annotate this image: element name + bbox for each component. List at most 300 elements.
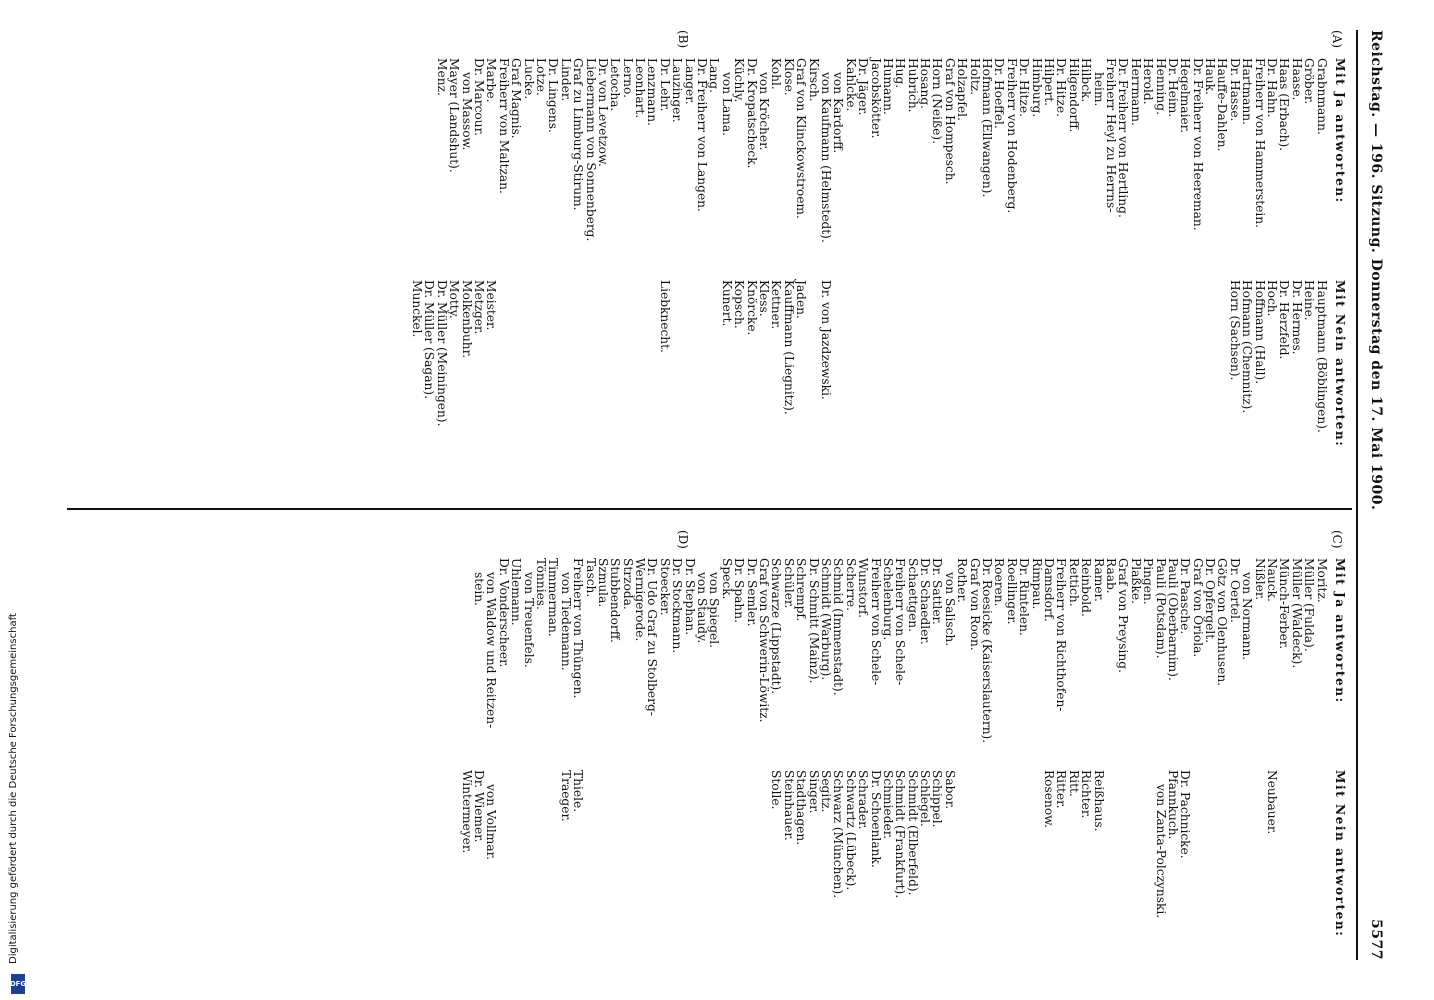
member-name: Kohl. (769, 58, 784, 90)
member-name: Meister. (484, 280, 499, 331)
member-name: Pauli (Potsdam). (1153, 558, 1168, 659)
member-name: Stadthagen. (794, 770, 809, 846)
member-name: von Massow. (459, 72, 474, 151)
member-name: heim. (1091, 72, 1106, 107)
member-name: Götz von Olenhusen. (1215, 558, 1230, 687)
member-name (535, 770, 547, 955)
member-name (1129, 770, 1141, 955)
member-name: Dr. Udo Graf zu Stolberg- (645, 558, 660, 716)
member-name: Liebermann von Sonnenberg. (583, 58, 598, 242)
member-name (1080, 280, 1092, 505)
member-name (919, 280, 931, 505)
member-name: Thiele. (571, 770, 586, 813)
member-name (1030, 280, 1042, 505)
member-name: Strzoda. (620, 558, 635, 610)
member-name: Schwartz (Lübeck). (843, 770, 858, 891)
member-name (1253, 770, 1265, 955)
margin-marker-a: (A) (1330, 30, 1344, 49)
member-name: Schrader. (856, 770, 871, 830)
member-name (621, 280, 633, 505)
member-name: Steinhauer. (781, 770, 796, 841)
member-name (1278, 770, 1290, 955)
page-number: 5577 (1368, 919, 1384, 960)
member-name: Holzapfel. (955, 58, 970, 121)
member-name: Schrempf. (794, 558, 809, 622)
member-name: Kunert. (719, 280, 734, 327)
member-name: Dr. Rintelen. (1017, 558, 1032, 636)
member-name: Holtz. (967, 58, 982, 96)
member-name: von Tiedemann. (558, 572, 573, 671)
member-name: Graf zu Limburg-Stirum. (571, 58, 586, 211)
member-name: Molkenbuhr. (459, 280, 474, 359)
member-name: Kettner. (769, 280, 784, 330)
dfg-logo-icon: DFG (11, 974, 25, 994)
member-name: Graf von Hompesch. (942, 58, 957, 185)
member-name (671, 770, 683, 955)
member-name: Rimpau. (1029, 558, 1044, 610)
member-name: Dr. Lehr. (657, 58, 672, 112)
member-name (906, 280, 918, 505)
member-name (968, 770, 980, 955)
member-name: Tasch. (583, 558, 598, 598)
digitization-credit (8, 604, 30, 994)
left-ja-heading: Mit Ja antworten: (1333, 58, 1347, 204)
page-header (1360, 30, 1390, 960)
member-name: Graf von Klinckowstroem. (794, 58, 809, 219)
member-name: Hauk. (1203, 58, 1218, 96)
member-name (634, 770, 646, 955)
member-name: Dr. Opfergelt. (1203, 558, 1218, 644)
member-name: Dr. Stockmann. (670, 558, 685, 654)
member-name: Haas (Erbach). (1277, 58, 1292, 152)
member-name (708, 770, 720, 955)
margin-marker-c: (C) (1330, 530, 1344, 549)
member-name (547, 280, 559, 505)
member-name (696, 280, 708, 505)
member-name (981, 280, 993, 505)
member-name: Hilpert. (1042, 58, 1056, 107)
member-name (1005, 770, 1017, 955)
member-name: Freiherr von Thüngen. (571, 558, 586, 699)
member-name: Dr. Schmitt (Mainz). (806, 558, 821, 684)
member-name (522, 770, 534, 955)
member-name: stein. (472, 572, 487, 606)
member-name: Horn (Sachsen). (1227, 280, 1242, 381)
member-name: Dr. Müller (Meiningen). (434, 280, 449, 427)
right-ja-column (473, 558, 1346, 758)
right-nein-list (460, 770, 1327, 955)
member-name: Jaden. (794, 280, 809, 319)
member-name: Schelenburg. (880, 558, 895, 641)
member-name (832, 280, 844, 505)
header-title: Reichstag. — 196. Sitzung. Donnerstag den 17. Mai 1900. (1368, 30, 1384, 511)
member-name: Dr. Hoeffel. (992, 58, 1007, 129)
member-name: Rettich. (1066, 558, 1081, 607)
member-name: Dr. Hasse. (1227, 58, 1242, 122)
member-name (981, 770, 993, 955)
member-name: Nißler. (1252, 558, 1267, 601)
member-name: von Zanta-Polczynski. (1153, 784, 1168, 919)
member-name (857, 280, 869, 505)
member-name (1228, 770, 1240, 955)
right-nein-column (460, 770, 1346, 955)
member-name: Hofmann (Ellwangen). (980, 58, 995, 198)
member-name (1154, 280, 1166, 505)
member-name: von Vollmar. (484, 784, 499, 860)
member-name (646, 770, 658, 955)
member-name: Kless. (757, 280, 772, 317)
member-name (1055, 280, 1067, 505)
member-name: Henning. (1153, 58, 1168, 115)
member-name: Stoecker. (657, 558, 672, 616)
member-name: Schmieder. (880, 770, 895, 840)
member-name: Schaettgen. (905, 558, 920, 633)
member-name (535, 280, 547, 505)
member-name: Schwarze (Lippstadt). (769, 558, 784, 695)
member-name: Neubauer. (1265, 770, 1280, 835)
member-name: von Salisch. (942, 572, 957, 647)
member-name: Letocha. (608, 58, 623, 112)
member-name: Grabnmann. (1314, 58, 1329, 135)
member-name: Schlegel. (918, 770, 933, 827)
member-name: Wernigerode. (633, 558, 648, 642)
member-name: Gröber. (1302, 58, 1317, 105)
member-name: Rother. (955, 558, 970, 603)
member-name: Dr. Herzfeld. (1277, 280, 1292, 360)
member-name: Schwarz (München). (831, 770, 846, 899)
member-name: Dr. Schaedler. (918, 558, 933, 645)
member-name (708, 280, 720, 505)
member-name: Dr. Hermes. (1289, 280, 1304, 355)
member-name (621, 770, 633, 955)
member-name: Himburg. (1029, 58, 1044, 118)
member-name (497, 280, 509, 505)
member-name: Schippel. (930, 770, 945, 828)
member-name: Hilbck. (1079, 58, 1094, 103)
member-name: Lerno. (620, 58, 635, 98)
member-name: Herrmann. (1128, 58, 1143, 126)
right-nein-heading: Mit Nein antworten: (1333, 770, 1347, 938)
member-name (646, 280, 658, 505)
member-name: Speck. (719, 558, 734, 600)
member-name: Dr. Schoenlank. (868, 770, 883, 868)
member-name: Stolle. (769, 770, 784, 810)
member-name (1290, 770, 1302, 955)
member-name: Ritt. (1066, 770, 1081, 797)
member-name: Singer. (806, 770, 821, 814)
left-nein-list (411, 280, 1328, 505)
member-name (733, 770, 745, 955)
member-name (956, 280, 968, 505)
member-name (572, 280, 584, 505)
member-name (1105, 770, 1117, 955)
member-name: Dr. Sattler. (930, 558, 945, 625)
member-name: Dr. Freiherr von Langen. (695, 58, 710, 212)
member-name: Segitz. (818, 770, 833, 813)
member-name: Graf von Schwerin-Löwitz. (757, 558, 772, 723)
member-name (559, 280, 571, 505)
member-name: Nauck. (1265, 558, 1280, 602)
member-name: Ritter. (1054, 770, 1069, 809)
member-name: Ramer. (1091, 558, 1106, 602)
member-name: von Normann. (1240, 572, 1255, 661)
member-name: Wintermeyer. (459, 770, 474, 854)
member-name (993, 280, 1005, 505)
member-name: Pingen. (1141, 558, 1156, 605)
member-name: Heine. (1302, 280, 1317, 321)
member-name (1129, 280, 1141, 505)
member-name: Hoffmann (Hall). (1252, 280, 1267, 385)
left-ja-column (435, 58, 1346, 273)
member-name: Roellinger. (1004, 558, 1019, 625)
member-name: Münch-Ferber. (1277, 558, 1292, 650)
left-nein-column (411, 280, 1346, 505)
member-name: Schmid (Immenstadt). (831, 558, 846, 696)
member-name: Hauffe-Dahlen. (1215, 58, 1230, 152)
member-name: Dr. Spahn. (732, 558, 747, 623)
member-name: Dr. Lingens. (546, 58, 561, 133)
member-name (1105, 280, 1117, 505)
member-name: Hosang. (918, 58, 933, 110)
right-ja-heading: Mit Ja antworten: (1333, 558, 1347, 704)
member-name: Dr. Oertel. (1227, 558, 1242, 623)
member-name (584, 280, 596, 505)
member-name (510, 770, 522, 955)
member-name: Szmula. (595, 558, 610, 608)
left-ja-list (435, 58, 1327, 273)
member-name (1043, 280, 1055, 505)
member-name: Kahlcke. (843, 58, 858, 112)
member-name (683, 280, 695, 505)
member-name: Dr. Hitze. (1017, 58, 1032, 117)
member-name (696, 770, 708, 955)
member-name: Kopsch. (732, 280, 747, 329)
member-name: Menz. (434, 58, 449, 96)
member-name: von Kröcher. (757, 72, 772, 151)
member-name (894, 280, 906, 505)
member-name: Graf von Roon. (967, 558, 982, 651)
rotated-page-content (80, 30, 1390, 960)
member-name: Freiherr von Schele- (868, 558, 883, 686)
member-name (683, 770, 695, 955)
right-ja-list (473, 558, 1328, 758)
member-name: Schüler. (781, 558, 796, 609)
member-name (1191, 770, 1203, 955)
member-name: Stubbendorff. (608, 558, 623, 643)
member-name: Müller (Fulda). (1302, 558, 1317, 652)
member-name (758, 770, 770, 955)
member-name: Metzger. (472, 280, 487, 335)
member-name (1117, 280, 1129, 505)
member-name: Müller (Waldeck). (1289, 558, 1304, 669)
member-name: Damsdorf. (1042, 558, 1056, 622)
member-name (597, 770, 609, 955)
member-name: Langer. (682, 58, 697, 105)
member-name (1030, 770, 1042, 955)
member-name: Hartmann. (1240, 58, 1255, 126)
member-name (671, 280, 683, 505)
member-name: Hoch. (1265, 280, 1280, 317)
member-name: Tönnies. (533, 558, 548, 610)
member-name (1216, 280, 1228, 505)
member-name: Graf von Preysing. (1116, 558, 1131, 673)
member-name: Dr. Hahn. (1265, 58, 1280, 118)
member-name: Knörcke. (744, 280, 759, 336)
member-name: Küchly. (732, 58, 747, 103)
member-name: Plaßke. (1128, 558, 1143, 604)
member-name (584, 770, 596, 955)
member-name (597, 280, 609, 505)
member-name: Dr. Kropatscheck. (744, 58, 759, 169)
member-name: Dr. Hitze. (1054, 58, 1069, 117)
member-name: Freiherr Heyl zu Herrns- (1103, 58, 1118, 213)
member-name (1179, 280, 1191, 505)
member-name (522, 280, 534, 505)
member-name (1005, 280, 1017, 505)
member-name (609, 770, 621, 955)
member-name (844, 280, 856, 505)
member-name: Dr. Freiherr von Hertling. (1116, 58, 1131, 218)
member-name (1018, 280, 1030, 505)
member-name: Lang. (707, 58, 722, 93)
member-name: Dr. Müller (Sagan). (422, 280, 437, 399)
member-name: Munckel. (410, 280, 425, 338)
member-name (1241, 770, 1253, 955)
member-name: Kirsch. (806, 58, 821, 102)
member-name: Freiherr von Hodenberg. (1004, 58, 1019, 214)
member-name: Marbe. (484, 58, 499, 103)
member-name (869, 280, 881, 505)
member-name: Dr. Roesicke (Kaiserslautern). (980, 558, 995, 744)
member-name: Freiherr von Maltzan. (496, 58, 511, 194)
member-name: Reinbold. (1079, 558, 1094, 617)
member-name: Moritz. (1314, 558, 1329, 603)
member-name: Richter. (1079, 770, 1094, 819)
member-name: Dr. Wiemer. (472, 770, 487, 843)
member-name (1117, 770, 1129, 955)
member-name: Hegelmaier. (1178, 58, 1193, 134)
member-name: Uhlemann. (509, 558, 524, 626)
member-name: Humann. (880, 58, 895, 115)
member-name: von Waldow und Reitzen- (484, 572, 499, 729)
member-name: Hauptmann (Böblingen). (1314, 280, 1329, 433)
header-rule (1356, 30, 1358, 960)
member-name (745, 770, 757, 955)
member-name: Timmerman. (546, 558, 561, 637)
member-name (1092, 280, 1104, 505)
margin-marker-b: (B) (676, 30, 690, 49)
member-name: Pauli (Oberbarnim). (1165, 558, 1180, 681)
member-name (807, 280, 819, 505)
member-name (497, 770, 509, 955)
member-name: Dr. Freiherr von Heereman. (1190, 58, 1205, 231)
member-name: von Lama. (719, 72, 734, 137)
member-name: Dr. Semler. (744, 558, 759, 627)
member-name: Liebknecht. (657, 280, 672, 353)
margin-marker-d: (D) (676, 530, 690, 549)
member-name: Freiherr von Richthofen- (1054, 558, 1069, 712)
member-name: Raab. (1103, 558, 1118, 594)
member-name: Dr. von Levetzow. (595, 58, 610, 167)
member-name (1204, 280, 1216, 505)
credit-text: Digitalisierung gefördert durch die Deutsche Forschungsgemeinschaft (8, 613, 19, 964)
member-name (547, 770, 559, 955)
member-name: Hug. (893, 58, 908, 89)
member-name: von Kaufmann (Helmstedt). (818, 72, 833, 243)
member-name: Leonhart. (633, 58, 648, 119)
member-name: Rosenow. (1042, 770, 1056, 829)
member-name (609, 280, 621, 505)
member-name: Roeren. (992, 558, 1007, 607)
member-name (1067, 280, 1079, 505)
member-name: Dr. Stephan. (682, 558, 697, 636)
member-name: Lauzinger. (670, 58, 685, 123)
member-name (931, 280, 943, 505)
member-name (968, 280, 980, 505)
member-name: Herold. (1141, 58, 1156, 105)
member-name (510, 280, 522, 505)
member-name: Schmidt (Elberfeld). (905, 770, 920, 896)
column-divider (67, 508, 1352, 510)
member-name: Horn (Neiße). (930, 58, 945, 145)
member-name: Lotze. (533, 58, 548, 96)
member-name (1191, 280, 1203, 505)
member-name: Dr. Paasche. (1178, 558, 1193, 635)
member-name (634, 280, 646, 505)
member-name: Lenzmann. (645, 58, 660, 126)
member-name: Kauffmann (Liegnitz). (781, 280, 796, 415)
member-name: Jacobskötter. (868, 58, 883, 139)
member-name: Mayer (Landshut). (447, 58, 462, 173)
member-name: Hilgendorff. (1066, 58, 1081, 133)
member-name: von Treuenfels. (521, 572, 536, 668)
member-name: Dr. Pachnicke. (1178, 770, 1193, 859)
member-name: von Kardorff. (831, 72, 846, 154)
member-name (1167, 280, 1179, 505)
member-name: Freiherr von Hammerstein. (1252, 58, 1267, 228)
member-name: Klose. (781, 58, 796, 96)
member-name (993, 770, 1005, 955)
member-name: Hofmann (Chemnitz). (1240, 280, 1255, 414)
member-name (1204, 770, 1216, 955)
member-name: Dr. Heim. (1165, 58, 1180, 118)
member-name (659, 770, 671, 955)
member-name (956, 770, 968, 955)
member-name (1142, 280, 1154, 505)
member-name: Dr. Marcour. (472, 58, 487, 136)
member-name: Dr. Vonderscheer. (496, 558, 511, 668)
member-name: Reißhaus. (1091, 770, 1106, 832)
member-name: Haase. (1289, 58, 1304, 101)
member-name: Lucke. (521, 58, 536, 100)
member-name: Scherre. (843, 558, 858, 611)
member-name: Dr. Jäger. (856, 58, 871, 116)
member-name: Pfannkuch. (1165, 770, 1180, 840)
member-name: von Spiegel. (707, 572, 722, 648)
member-name (1303, 770, 1315, 955)
member-name: Wunstorf. (856, 558, 871, 618)
member-name (1315, 770, 1327, 955)
member-name: Graf von Oriola. (1190, 558, 1205, 658)
member-name (720, 770, 732, 955)
left-nein-heading: Mit Nein antworten: (1333, 280, 1347, 448)
member-name: von Staudy. (695, 572, 710, 644)
member-name: Freiherr von Schele- (893, 558, 908, 686)
member-name: Schmidt (Frankfurt). (893, 770, 908, 899)
member-name (943, 280, 955, 505)
member-name (882, 280, 894, 505)
member-name (1018, 770, 1030, 955)
